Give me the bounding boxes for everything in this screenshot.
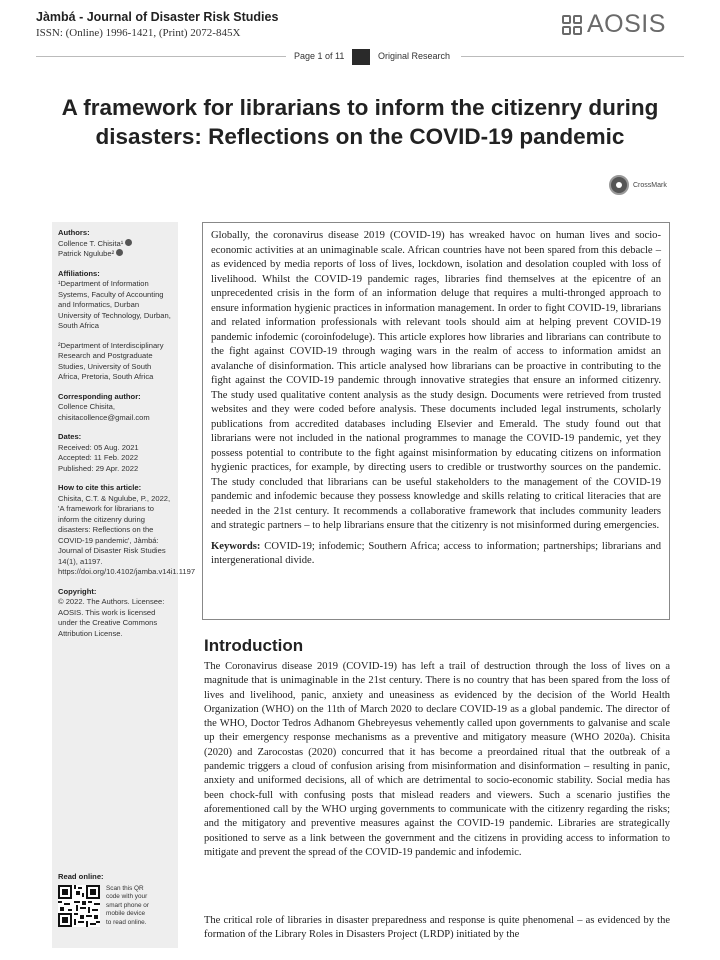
author <box>58 239 173 250</box>
crossmark-badge[interactable] <box>609 175 667 195</box>
publisher-name: AOSIS <box>587 10 666 38</box>
affiliations-section <box>58 269 173 383</box>
page-number: Page 1 of 11 <box>294 51 345 61</box>
author <box>58 249 173 260</box>
dates-label: Dates: <box>58 432 82 441</box>
copyright-section <box>58 587 173 640</box>
orcid-icon[interactable] <box>116 249 123 256</box>
citation-section <box>58 483 196 578</box>
issn: ISSN: (Online) 1996-1421, (Print) 2072-845X <box>36 27 241 39</box>
affiliation: ²Department of Interdisciplinary Research and Postgraduate Studies, University of South Africa, Pretoria, South Africa <box>58 340 164 381</box>
read-online-label: Read online: <box>58 872 104 881</box>
qr-wrap <box>58 885 178 927</box>
page-info-bar <box>36 49 684 65</box>
divider <box>36 56 286 57</box>
section-heading: Introduction <box>204 636 304 655</box>
body-paragraph: The critical role of libraries in disaster preparedness and response is quite phenomenal – as evidenced by the formation of the Library Roles in Disasters Project (LRDP) initiated by the <box>204 915 670 941</box>
corresponding-section <box>58 392 173 424</box>
aosis-logo-icon <box>562 15 582 35</box>
author-name[interactable]: Patrick Ngulube² <box>58 249 115 258</box>
crossmark-label: CrossMark <box>633 181 667 189</box>
authors-section <box>58 228 173 260</box>
keywords <box>211 540 661 569</box>
abstract-box <box>202 222 670 620</box>
abstract-text: Globally, the coronavirus disease 2019 (COVID-19) has wreaked havoc on human lives and socio-economic activities at an unimaginable scale. African countries have not been spared from this debacle – as evidenced by media reports of loss of lives, lockdown, isolation and desolation coupled with loss of livelihood. Whilst the COVID-19 pandemic rages, libraries find themselves at the epicentre of an unprecedented crisis in the form of an information deluge that requires a multi-thronged approach to ensure information hygienic practices in information management. In order to fight COVID-19, librarians and related information professionals with relevant tools should aim at helping prevent COVID-19 pandemic infodemic (coroinfodeluge). This article explores how libraries and librarians can contribute to the fight against COVID-19 through waging wars in the realm of access to information amidst an avalanche of disinformation. This article analysed how librarians can be proactive in contributing to the fight against the COVID-19 pandemic through innovative strategies that ensure an informed citizenry. The study used qualitative content analysis as the study design. Documents were retrieved from trusted websites and they were coded before analysis. These documents included legal instruments, scholarly publications from accredited databases including Elsevier and Emerald. The study found out that librarians were not included in the national programmes to manage the COVID-19 pandemic, yet they possess potential to contribute to the fight against misinformation by educating citizens on information hygienic practices, for example, by directing users to credible or trustworthy sources on the pandemic. The study concluded that librarians can be useful stakeholders to the management of the COVID-19 pandemic and infodemic because they possess knowledge and skills relating to critical literacies that are needed in the 21st century. It recommends a collaborative framework that includes community leaders and strategic partners – to help librarians ensure that the citizenry is not misinformed during emergencies. <box>211 230 661 531</box>
corresponding-label: Corresponding author: <box>58 391 141 401</box>
dates: Received: 05 Aug. 2021 Accepted: 11 Feb. 2022 Published: 29 Apr. 2022 <box>58 442 139 473</box>
affiliation: ¹Department of Information Systems, Faculty of Accounting and Informatics, Durban University of Technology, Durban, South Africa <box>58 279 171 330</box>
read-online-instructions: Scan this QR code with your smart phone or mobile device to read online. <box>106 885 149 926</box>
qr-code-icon[interactable] <box>58 885 100 927</box>
dates-section <box>58 432 173 474</box>
citation-label: How to cite this article: <box>58 483 142 492</box>
authors-label: Authors: <box>58 228 90 237</box>
section-marker <box>352 49 370 65</box>
citation[interactable]: Chisita, C.T. & Ngulube, P., 2022, 'A framework for librarians to inform the citizenry during disasters: Reflections on the COVID-19 pandemic', Jàmbá: Journal of Disaster Risk Studies 14(1), a1197. https://doi.org/10.4102/jamba.v14i1.1197 <box>58 493 196 576</box>
read-online-section <box>52 872 178 927</box>
copyright: © 2022. The Authors. Licensee: AOSIS. This work is licensed under the Creative Commons Attribution License. <box>58 597 165 638</box>
body-paragraph: The Coronavirus disease 2019 (COVID-19) has left a trail of destruction through the loss of lives on a magnitude that is unimaginable in the 21st century. There is no country that has been spared from the loss of lives and livelihood, panic, anxiety and uneasiness as evidenced by the decision of the World Health Organization (WHO) on the 11th of March 2020 to declare COVID-19 as a global pandemic. The director of the WHO, Doctor Tedros Adhanom Ghebreyesus vehemently called upon governments to galvanise and scale up their emergency response mechanisms as a preventive and mitigatory measure (WHO 2020a). Chisita (2020) and Zarocostas (2020) concurred that it has become a preordained ritual that the outbreak of a pandemic triggers a cloud of confusion arising from misinformation and disinformation – resulting in panic, anxiety and uniformed decisions, all of which are detrimental to socio-economic stability. Social media has been chock-full with confusing posts that mislead readers and viewers. Such a scenario justifies the aforementioned call by the WHO urging governments to communicate with the citizenry regarding the risks; and the mitigatory and preventive measures against the COVID-19 pandemic. Libraries are strategically positioned to serve as a link between the government and the citizens in providing access to information to mitigate and prevent the spread of the COVID-19 pandemic and infodemic. <box>204 661 670 858</box>
affiliations-label: Affiliations: <box>58 268 100 278</box>
divider <box>461 56 684 57</box>
article-info-sidebar <box>52 222 196 948</box>
keywords-label: Keywords: <box>211 540 261 552</box>
article-title: A framework for librarians to inform the citizenry during disasters: Reflections on the COVID-19 pandemic <box>61 95 659 149</box>
publisher-logo <box>562 10 666 39</box>
copyright-label: Copyright: <box>58 586 97 596</box>
corresponding-author[interactable]: Collence Chisita, chisitacollence@gmail.com <box>58 402 150 422</box>
crossmark-icon <box>609 175 629 195</box>
journal-name: Jàmbá - Journal of Disaster Risk Studies <box>36 10 279 24</box>
article-section: Original Research <box>378 51 451 61</box>
orcid-icon[interactable] <box>125 239 132 246</box>
keywords-list: COVID-19; infodemic; Southern Africa; access to information; partnerships; librarians and intergenerational divide. <box>211 540 661 566</box>
author-name[interactable]: Collence T. Chisita¹ <box>58 238 124 248</box>
